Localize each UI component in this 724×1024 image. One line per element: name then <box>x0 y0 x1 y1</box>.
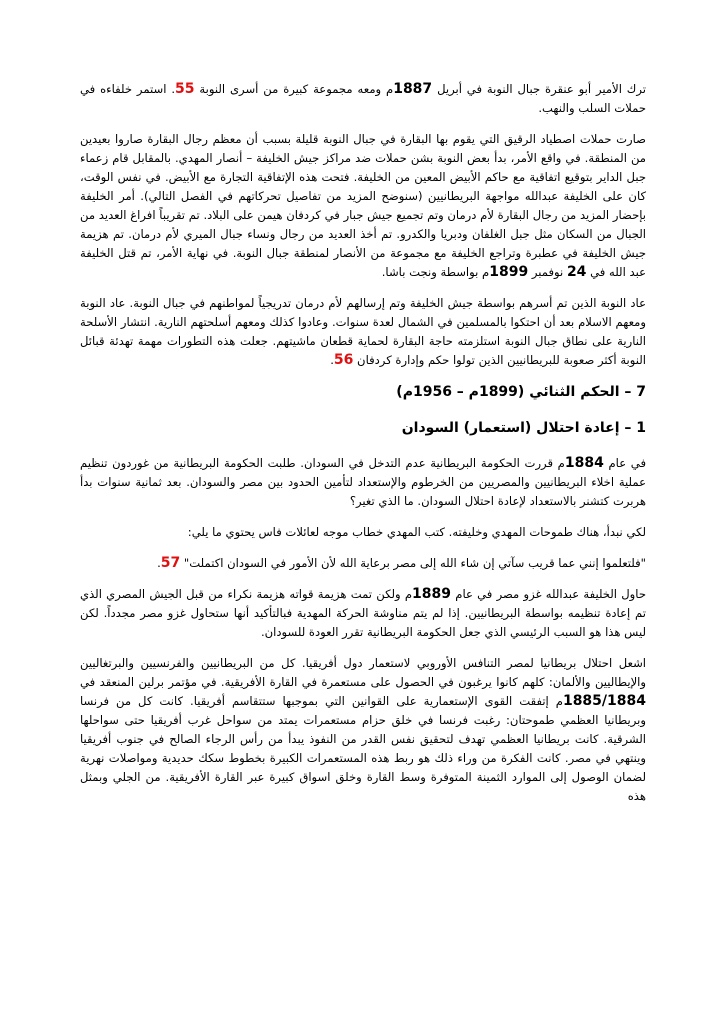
text: اشعل احتلال بريطانيا لمصر التنافس الأوروبي لاستعمار دول أفريقيا. كل من البريطانيين والفرنسيين والبرتغاليين والإيطاليين والألمان: كلهم كانوا يرغبون في الحصول على مستعمرة في القارة الأفريقية. في مؤتمر برلين المنعقد في <box>80 656 646 689</box>
section-heading: 7 – الحكم الثنائي (1899م – 1956م) <box>396 384 646 400</box>
text: . <box>157 556 161 570</box>
year-number: 1899 <box>489 264 529 280</box>
text: م إتفقت القوى الإستعمارية على القوانين التي بموجبها ستتقاسم أفريقيا. كانت كل من فرنسا وبريطانيا العظمي طموحتان: رغبت فرنسا في خلق حزام مستعمرات يمتد من سواحل غرب أفريقيا حتى سواحلها الشرقية. كانت بريطانيا العظمي تهدف لتحقيق نفس القدر من النفوذ يبدأ من رأس الرجاء الصالح في جنوب أفريقيا وينتهي في مصر. كانت الفكرة من وراء ذلك هو ربط هذه المستعمرات الكبيرة بخطوط سكك حديدية ومواصلات نهرية لضمان الوصول إلى الموارد الثمينة المتوفرة وسط القارة وخلق اسواق كبيرة عبر القارة الأفريقية. من الجلي وبمثل هذه <box>80 694 646 803</box>
text: حاول الخليفة عبدالله غزو مصر في عام <box>451 587 646 601</box>
year-number: 1889 <box>412 586 452 602</box>
text: . استمر خلفاءه في حملات السلب والنهب. <box>80 82 646 115</box>
year-number: 1885/1884 <box>562 693 646 709</box>
footnote-ref: 55 <box>175 81 195 97</box>
text: عاد النوبة الذين تم أسرهم بواسطة جيش الخليفة وتم إرسالهم لأم درمان تدريجياً لمواطنهم في جبال النوبة. عاد النوبة ومعهم الاسلام بعد أن احتكوا بالمسلمين في الشمال لعدة سنوات. وعادوا كذلك ومعهم أسلحتهم النارية. انتشار الأسلحة النارية على نطاق جبال النوبة استلزمته حاجة البقارة لحماية قطعان ماشيتهم. جعلت هذه التطورات مهمة تهدئة قبائل النوبة أكثر صعوبة للبريطانيين الذين تولوا حكم وإدارة كردفان <box>80 296 646 367</box>
paragraph-scramble-for-africa <box>80 654 646 806</box>
text: صارت حملات اصطياد الرقيق التي يقوم بها البقارة في جبال النوبة قليلة بسبب أن معظم رجال البقارة صاروا بعيدين من المنطقة. في واقع الأمر، بدأ بعض النوبة بشن حملات ضد مراكز جيش الخليفة – أنصار المهدي. بالمقابل قام زعماء جبل الداير بتوقيع اتفاقية مع حاكم الأبيض المعين من الخليفة. فتحت هذه الإتفاقية التجارة مع الأبيض. في نفس الوقت، كان على الخليفة عبدالله مواجهة البريطانيين (سنوضح المزيد من تفاصيل تحركاتهم في الفصل التالي). أمر الخليفة بإحضار المزيد من رجال البقارة لأم درمان وتم تجميع جيش جبار في كردفان هيمن على البلاد. تم تقريباً افراغ العديد من الجبال من السكان مثل جبل الغلفان ودبريا والكدرو. تم أخذ العديد من رجال ونساء جبال الميري لأم درمان. تم هزيمة جيش الخليفة في عطبرة وتراجع الخليفة مع مجموعة من الأنصار لمنطقة جبال النوبة. في نهاية الأمر، تم قتل الخليفة عبد الله في <box>80 132 646 279</box>
text: م ومعه مجموعة كبيرة من أسرى النوبة <box>194 82 394 96</box>
paragraph-quote <box>80 554 646 573</box>
paragraph-slave-raids <box>80 130 646 282</box>
text: نوفمبر <box>528 265 567 279</box>
paragraph-mahdi-ambitions: لكي نبدأ، هناك طموحات المهدي وخليفته. كتب المهدي خطاب موجه لعائلات فاس يحتوي ما يلي: <box>187 525 646 539</box>
year-number: 1887 <box>393 81 433 97</box>
text: م ولكن تمت هزيمة قواته هزيمة نكراء من قبل الجيش المصري الذي تم إعادة تنظيمه بواسطة البريطانيين. إذا لم يتم مناوشة الحركة المهدية فبالتأكيد أنها ستحاول غزو مصر مجدداً. لكن ليس هذا هو السبب الرئيسي الذي جعل الحكومة البريطانية تقرر العودة للسودان. <box>80 587 646 639</box>
subsection-heading: 1 – إعادة احتلال (استعمار) السودان <box>401 420 646 436</box>
paragraph-khalifa-invasion <box>80 585 646 642</box>
year-number: 1884 <box>564 455 604 471</box>
quote-text: "فلتعلموا إنني عما قريب سآتي إن شاء الله إلى مصر برعاية الله لأن الأمور في السودان اكتملت" <box>180 556 646 570</box>
footnote-ref: 56 <box>333 352 354 368</box>
text: م بواسطة ونجت باشا. <box>381 265 490 279</box>
paragraph-1884-decision <box>80 454 646 511</box>
text: م قررت الحكومة البريطانية عدم التدخل في السودان. طلبت الحكومة البريطانية من غوردون تنظيم عملية اخلاء البريطانيين والمصريين من الخرطوم والإستعداد لتأمين الحدود بين مصر والسودان. بعد ثمانية سنوات بدأ هربرت كتشنر بالاستعداد لإعادة احتلال السودان. ما الذي تغير؟ <box>80 456 646 508</box>
text: ترك الأمير أبو عنقرة جبال النوبة في أبريل <box>432 82 646 96</box>
paragraph-nuba-return <box>80 294 646 370</box>
paragraph-abu-anga <box>80 80 646 118</box>
footnote-ref: 57 <box>160 555 181 571</box>
text: . <box>330 353 334 367</box>
text: في عام <box>603 456 646 470</box>
day-number: 24 <box>566 264 587 280</box>
